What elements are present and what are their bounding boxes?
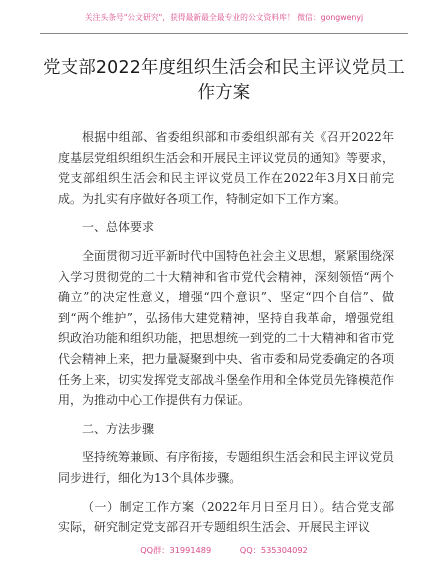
- section-heading-general-requirements: 一、总体要求: [82, 220, 155, 235]
- step-one-paragraph: （一）制定工作方案（2022年月日至月日）。结合党支部实际，研究制定党支部召开专题组织生活会、开展民主评议: [58, 499, 394, 535]
- footer-qq: QQ：535304092: [239, 545, 308, 555]
- methods-paragraph: 坚持统筹兼顾、有序衔接，专题组织生活会和民主评议党员同步进行，细化为13个具体步骤。: [58, 450, 395, 485]
- document-body: [58, 127, 394, 546]
- header-divider: [40, 33, 408, 34]
- footer-contact: [0, 545, 448, 556]
- document-title: 党支部2022年度组织生活会和民主评议党员工作方案: [43, 58, 405, 103]
- footer-qq-group: QQ群：31991489: [140, 545, 212, 555]
- general-requirements-paragraph: 全面贯彻习近平新时代中国特色社会主义思想，紧紧围绕深入学习贯彻党的二十大精神和省市党代会精神，深刻领悟“两个确立”的决定性意义，增强“四个意识”、坚定“四个自信”、做到“两个维护”，弘扬伟大建党精神，坚持自我革命，增强党组织政治功能和组织功能，把思想统一到党的二十大精神和省市党代会精神上来，把力量凝聚到中央、省市委和局党委确定的各项任务上来，切实发挥党支部战斗堡垒作用和全体党员先锋模范作用，为推动中心工作提供有力保证。: [58, 248, 395, 408]
- intro-paragraph: 根据中组部、省委组织部和市委组织部有关《召开2022年度基层党组织组织生活会和开展民主评议党员的通知》等要求，党支部组织生活会和民主评议党员工作在2022年3月X日前完成。为扎实有序做好各项工作，特制定如下工作方案。: [58, 130, 395, 206]
- header-promo-note: 关注头条号"公文研究"，获得最新最全最专业的公文资料库！ 微信：gongwenyj: [84, 13, 364, 22]
- section-heading-methods-steps: 二、方法步骤: [82, 421, 155, 436]
